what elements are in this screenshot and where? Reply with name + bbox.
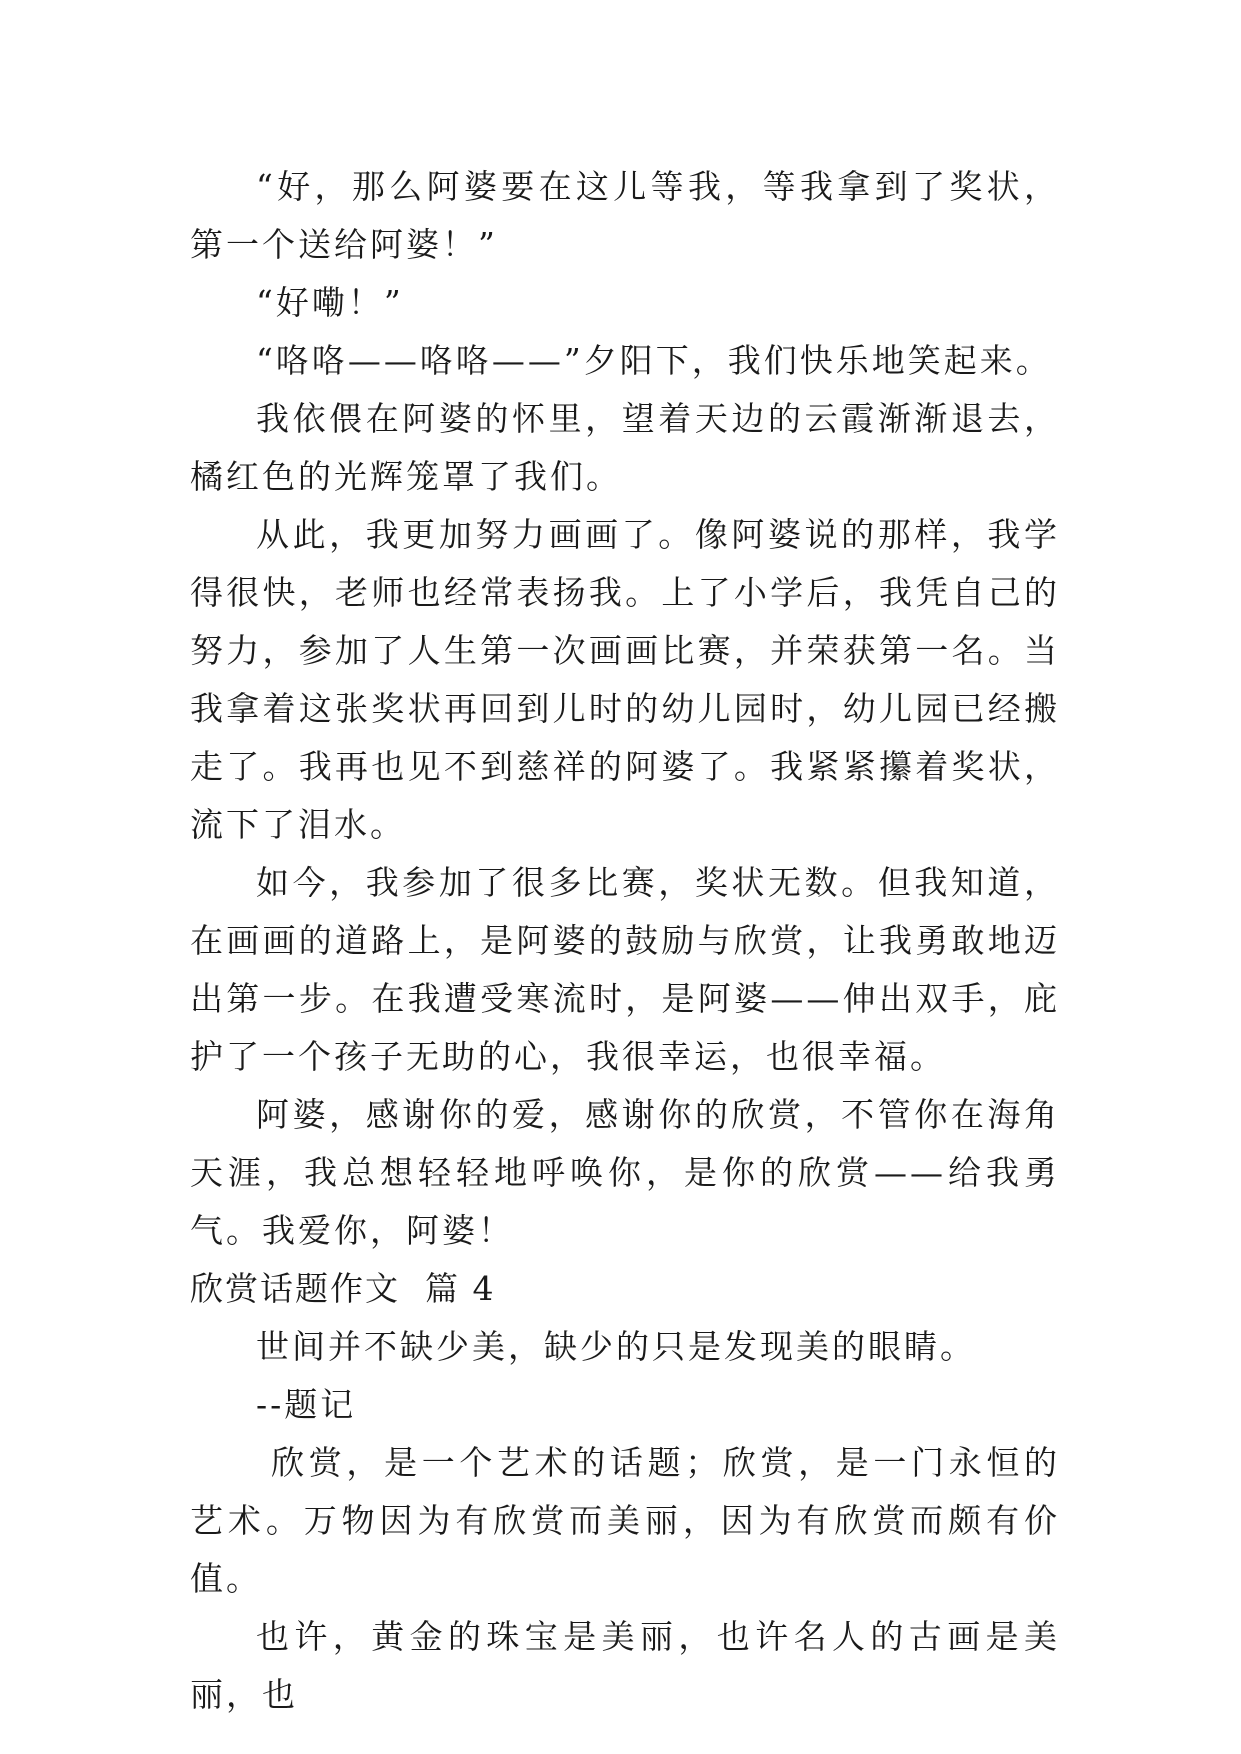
paragraph: 世间并不缺少美，缺少的只是发现美的眼睛。 [256,1327,976,1366]
section-heading: 欣赏话题作文 篇 4 [190,1269,496,1308]
epigraph-attribution: --题记 [256,1385,357,1424]
paragraph: 我依偎在阿婆的怀里，望着天边的云霞渐渐退去，橘红色的光辉笼罩了我们。 [190,399,1060,496]
paragraph: 也许，黄金的珠宝是美丽，也许名人的古画是美丽，也 [190,1617,1060,1714]
paragraph: 如今，我参加了很多比赛，奖状无数。但我知道，在画画的道路上，是阿婆的鼓励与欣赏，让我勇敢地迈出第一步。在我遭受寒流时，是阿婆——伸出双手，庇护了一个孩子无助的心，我很幸运，也很幸福。 [190,863,1060,1076]
article-body [190,158,1060,1724]
paragraph: 阿婆，感谢你的爱，感谢你的欣赏，不管你在海角天涯，我总想轻轻地呼唤你，是你的欣赏——给我勇气。我爱你，阿婆！ [190,1095,1060,1250]
paragraph: 欣赏，是一个艺术的话题；欣赏，是一门永恒的艺术。万物因为有欣赏而美丽，因为有欣赏而颇有价值。 [190,1443,1060,1598]
paragraph: “咯咯——咯咯——”夕阳下，我们快乐地笑起来。 [256,341,1052,380]
paragraph: “好嘞！” [256,283,404,322]
paragraph: “好，那么阿婆要在这儿等我，等我拿到了奖状，第一个送给阿婆！” [190,167,1060,264]
paragraph: 从此，我更加努力画画了。像阿婆说的那样，我学得很快，老师也经常表扬我。上了小学后，我凭自己的努力，参加了人生第一次画画比赛，并荣获第一名。当我拿着这张奖状再回到儿时的幼儿园时，幼儿园已经搬走了。我再也见不到慈祥的阿婆了。我紧紧攥着奖状，流下了泪水。 [190,515,1060,844]
